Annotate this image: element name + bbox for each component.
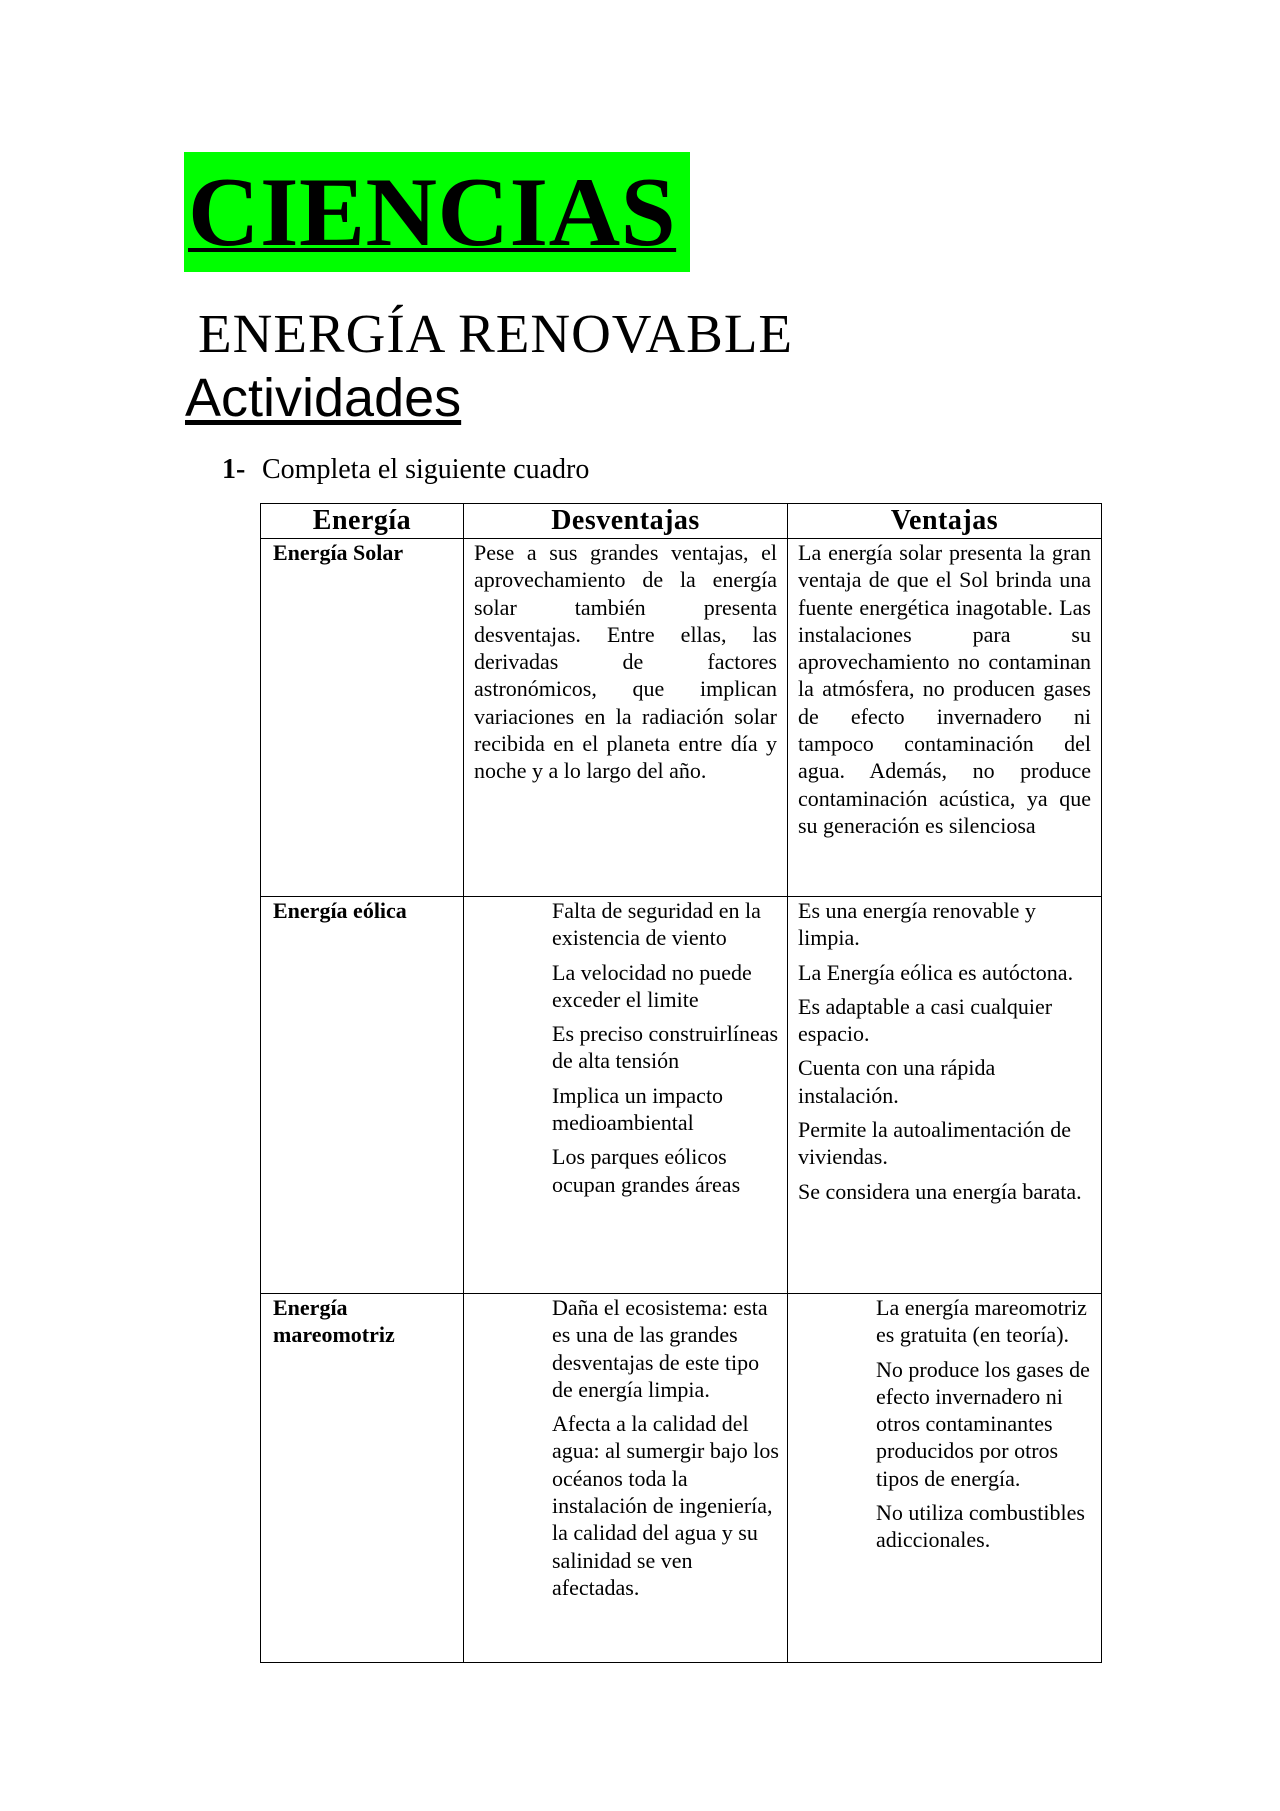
- energy-name: Energía Solar: [261, 539, 464, 897]
- list-item: No utiliza combustibles adiccionales.: [876, 1500, 1085, 1553]
- list-item: Daña el ecosistema: esta es una de las grandes desventajas de este tipo de energía limpia.: [552, 1295, 768, 1402]
- list-item: Implica un impacto medioambiental: [552, 1082, 724, 1136]
- disadvantages-cell: [464, 1294, 788, 1663]
- advantage-text: La energía solar presenta la gran ventaja de que el Sol brinda una fuente energética inagotable. Las instalaciones para su aprovechamiento no contaminan la atmósfera, no producen gases de efecto invernadero ni tampoco contaminación del agua. Además, no produce contaminación acústica, ya que su generación es silenciosa: [798, 540, 1091, 838]
- table-row-solar: [261, 539, 1102, 897]
- energy-name: Energía mareomotriz: [261, 1294, 464, 1663]
- section-title: Actividades: [185, 368, 462, 428]
- list-item: Afecta a la calidad del agua: al sumergir bajo los océanos toda la instalación de ingeniería, la calidad del agua y su salinidad se ven afectadas.: [552, 1411, 779, 1600]
- activity-instruction: [222, 452, 589, 488]
- disadvantages-cell: [464, 539, 788, 897]
- energy-name: Energía eólica: [261, 897, 464, 1294]
- list-item: La Energía eólica es autóctona.: [798, 959, 1074, 985]
- list-item: Los parques eólicos ocupan grandes áreas: [552, 1144, 741, 1197]
- advantages-cell: [788, 897, 1102, 1294]
- list-item: La velocidad no puede exceder el limite: [552, 959, 752, 1012]
- advantages-cell: [788, 1294, 1102, 1663]
- advantages-cell: [788, 539, 1102, 897]
- table-row-eolica: [261, 897, 1102, 1294]
- list-item: La energía mareomotriz es gratuita (en teoría).: [876, 1295, 1087, 1348]
- table-row-mareomotriz: [261, 1294, 1102, 1663]
- table-header-row: [261, 504, 1102, 539]
- list-item: No produce los gases de efecto invernadero ni otros contaminantes producidos por otros tipos de energía.: [876, 1356, 1090, 1491]
- list-item: Es una energía renovable y limpia.: [798, 898, 1036, 951]
- list-item: Permite la autoalimentación de viviendas.: [798, 1117, 1072, 1170]
- header-advantages: Ventajas: [788, 504, 1102, 539]
- subject-title: CIENCIAS: [188, 158, 677, 267]
- subject-highlight: [184, 152, 690, 272]
- activity-text: Completa el siguiente cuadro: [262, 454, 590, 485]
- activity-number: 1-: [222, 454, 246, 485]
- header-disadvantages: Desventajas: [464, 504, 788, 539]
- disadvantages-cell: [464, 897, 788, 1294]
- list-item: Se considera una energía barata.: [798, 1178, 1082, 1204]
- energy-table: [260, 503, 1102, 1663]
- header-energy: Energía: [261, 504, 464, 539]
- list-item: Es adaptable a casi cualquier espacio.: [798, 993, 1053, 1047]
- topic-title: ENERGÍA RENOVABLE: [198, 303, 794, 364]
- list-item: Cuenta con una rápida instalación.: [798, 1055, 996, 1108]
- disadvantage-text: Pese a sus grandes ventajas, el aprovechamiento de la energía solar también presenta desventajas. Entre ellas, las derivadas de factores astronómicos, que implican variaciones en la radiación solar recibida en el planeta entre día y noche y a lo largo del año.: [474, 540, 777, 784]
- list-item: Falta de seguridad en la existencia de viento: [552, 898, 761, 951]
- list-item: Es preciso construirlíneas de alta tensión: [552, 1021, 779, 1074]
